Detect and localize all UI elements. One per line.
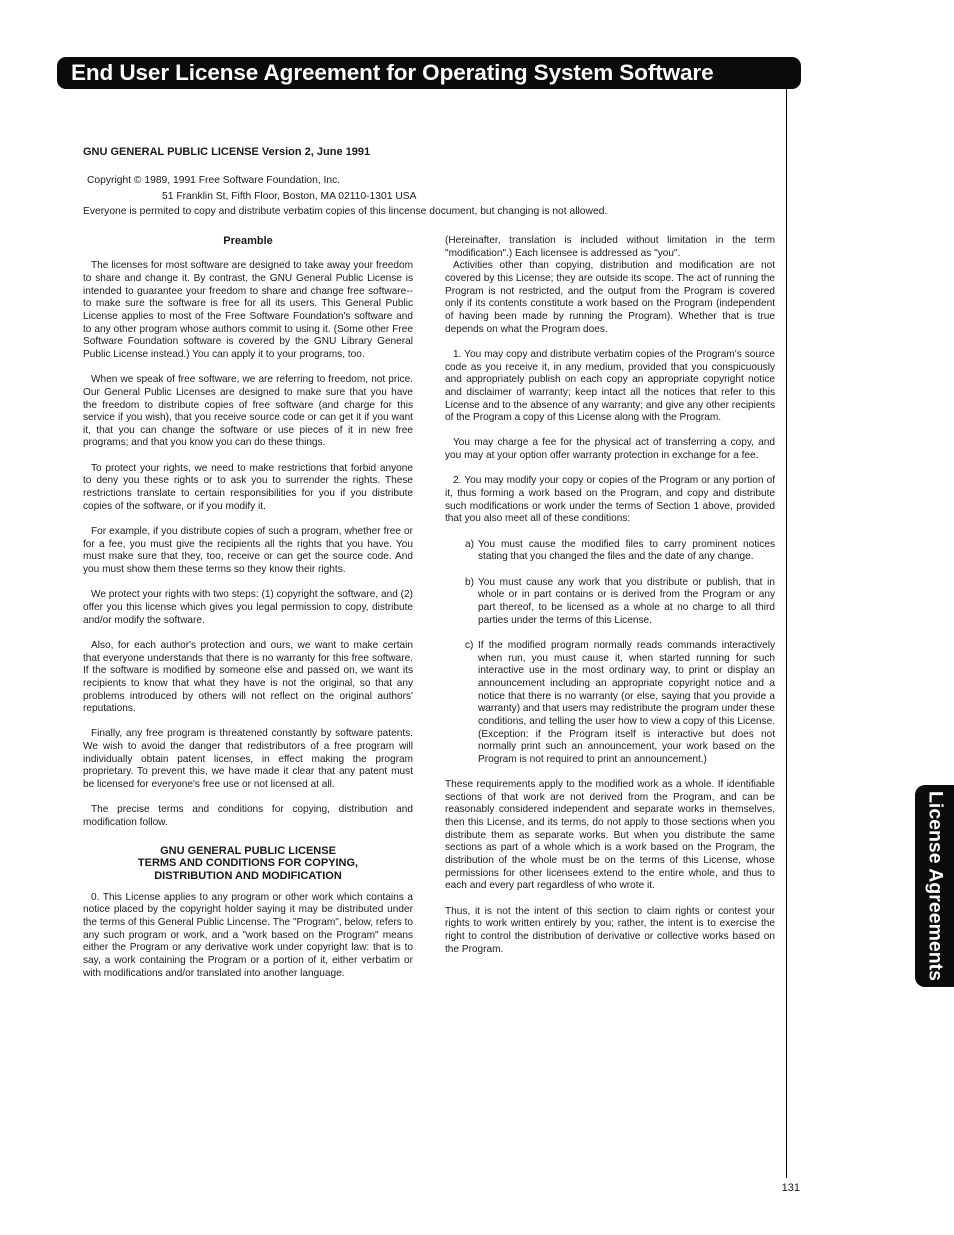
condition-text: You must cause any work that you distribute or publish, that in whole or in part contains or is derived from the Program or any part thereof, to be licensed as a whole at no charge to all third parties under the terms of this License. (478, 576, 775, 626)
condition-label: c) (465, 639, 474, 651)
paragraph: These requirements apply to the modified work as a whole. If identifiable sections of that work are not derived from the Program, and can be reasonably considered independent and separate works in themselves, then this License, and its terms, do not apply to those sections when you distribute them as separate works. But when you distribute the same sections as part of a whole which is a work based on the Program, the distribution of the whole must be on the terms of this License, whose permissions for other licensees extend to the entire whole, and thus to each and every part regardless of who wrote it. (445, 779, 775, 892)
permission-line: Everyone is permited to copy and distribute verbatim copies of this lincense document, but changing is not allowed. (83, 206, 608, 217)
terms-heading-line: DISTRIBUTION AND MODIFICATION (154, 870, 342, 883)
terms-heading-line: TERMS AND CONDITIONS FOR COPYING, (137, 857, 359, 870)
paragraph: Finally, any free program is threatened constantly by software patents. We wish to avoid the danger that redistributors of a free program will individually obtain patent licenses, in effect making the program proprietary. To prevent this, we have made it clear that any patent must be licensed for everyone's free use or not licensed at all. (83, 728, 413, 791)
paragraph: To protect your rights, we need to make restrictions that forbid anyone to deny you these rights or to ask you to surrender the rights. These restrictions translate to certain responsibilities for you if you distribute copies of the software, or if you modify it. (83, 462, 413, 512)
paragraph: The precise terms and conditions for copying, distribution and modification follow. (83, 804, 413, 829)
right-column (445, 235, 775, 969)
section-tab (915, 785, 954, 987)
condition-text: If the modified program normally reads commands interactively when run, you must cause it, when started running for such interactive use in the most ordinary way, to print or display an announcement including an appropriate copyright notice and a notice that there is no warranty (or else, saying that you provide a warranty) and that users may redistribute the program under these conditions, and telling the user how to view a copy of this License. (Exception: if the Program itself is interactive but does not normally print such an announcement, your work based on the Program is not required to print an announcement.) (478, 639, 775, 765)
paragraph: 2. You may modify your copy or copies of the Program or any portion of it, thus forming a work based on the Program, and copy and distribute such modifications or work under the terms of Section 1 above, provided that you also meet all of these conditions: (445, 475, 775, 525)
copyright-line: Copyright © 1989, 1991 Free Software Foundation, Inc. (87, 175, 341, 186)
paragraph: (Hereinafter, translation is included without limitation in the term "modification".) Each licensee is addressed as "you". (445, 235, 775, 259)
paragraph: Activities other than copying, distribution and modification are not covered by this License; they are outside its scope. The act of running the Program is not restricted, and the output from the Program is covered only if its contents constitute a work based on the Program (independent of having been made by running the Program). Whether that is true depends on what the Program does. (445, 260, 775, 335)
condition-label: b) (465, 576, 474, 588)
condition-item (445, 640, 775, 767)
left-column (83, 235, 413, 993)
section-tab-label: License Agreements (924, 790, 946, 982)
page-title-bar (57, 57, 801, 89)
paragraph: For example, if you distribute copies of such a program, whether free or for a fee, you must give the recipients all the rights that you have. You must make sure that they, too, receive or can get the source code. And you must show them these terms so they know their rights. (83, 526, 413, 575)
condition-text: You must cause the modified files to carry prominent notices stating that you changed the files and the date of any change. (478, 538, 775, 563)
paragraph: 1. You may copy and distribute verbatim copies of the Program's source code as you receive it, in any medium, provided that you conspicuously and appropriately publish on each copy an appropriate copyright notice and disclaimer of warranty; keep intact all the notices that refer to this License and to the absence of any warranty; and give any other recipients of the Program a copy of this License along with the Program. (445, 348, 775, 424)
page-number: 131 (781, 1182, 800, 1194)
address-line: 51 Franklin St, Fifth Floor, Boston, MA 02110-1301 USA (162, 190, 417, 202)
condition-item (445, 577, 775, 628)
paragraph: Thus, it is not the intent of this section to claim rights or contest your rights to work written entirely by you; rather, the intent is to exercise the right to control the distribution of derivative or collective works based on the Program. (445, 905, 775, 955)
paragraph: 0. This License applies to any program or other work which contains a notice placed by the copyright holder saying it may be distributed under the terms of this General Public Lincense. The "Program", below, refers to any such program or work, and a "work based on the Program" means either the Program or any derivative work under copyright law: that is to say, a work containing the Program or a portion of it, either verbatim or with modifications and/or translated into another language. (83, 891, 413, 979)
terms-heading (83, 845, 413, 883)
license-header (83, 146, 783, 220)
paragraph: The licenses for most software are designed to take away your freedom to share and change it. By contrast, the GNU General Public License is intended to guarantee your freedom to share and change free software--to make sure the software is free for all its users. This General Public License applies to most of the Free Software Foundation's software and to any other program whose authors commit to using it. (Some other Free Software Foundation software is covered by the GNU Library General Public License instead.) You can apply it to your programs, too. (83, 260, 413, 360)
condition-item (445, 539, 775, 564)
vertical-divider (786, 89, 787, 1178)
terms-heading-line: GNU GENERAL PUBLIC LICENSE (160, 844, 336, 857)
license-title: GNU GENERAL PUBLIC LICENSE Version 2, June 1991 (83, 146, 371, 158)
condition-label: a) (465, 538, 474, 550)
preamble-heading: Preamble (223, 235, 273, 247)
page-title: End User License Agreement for Operating System Software (71, 60, 714, 85)
paragraph: When we speak of free software, we are referring to freedom, not price. Our General Public Licenses are designed to make sure that you have the freedom to distribute copies of free software (and charge for this service if you wish), that you receive source code or can get it if you want it, that you can change the software or use pieces of it in new free programs; and that you know you can do these things. (83, 374, 413, 449)
paragraph: Also, for each author's protection and ours, we want to make certain that everyone understands that there is no warranty for this free software. If the software is modified by someone else and passed on, we want its recipients to know that what they have is not the original, so that any problems introduced by others will not reflect on the original authors' reputations. (83, 639, 413, 715)
paragraph: You may charge a fee for the physical act of transferring a copy, and you may at your option offer warranty protection in exchange for a fee. (445, 437, 775, 462)
paragraph: We protect your rights with two steps: (1) copyright the software, and (2) offer you this license which gives you legal permission to copy, distribute and/or modify the software. (83, 589, 413, 626)
